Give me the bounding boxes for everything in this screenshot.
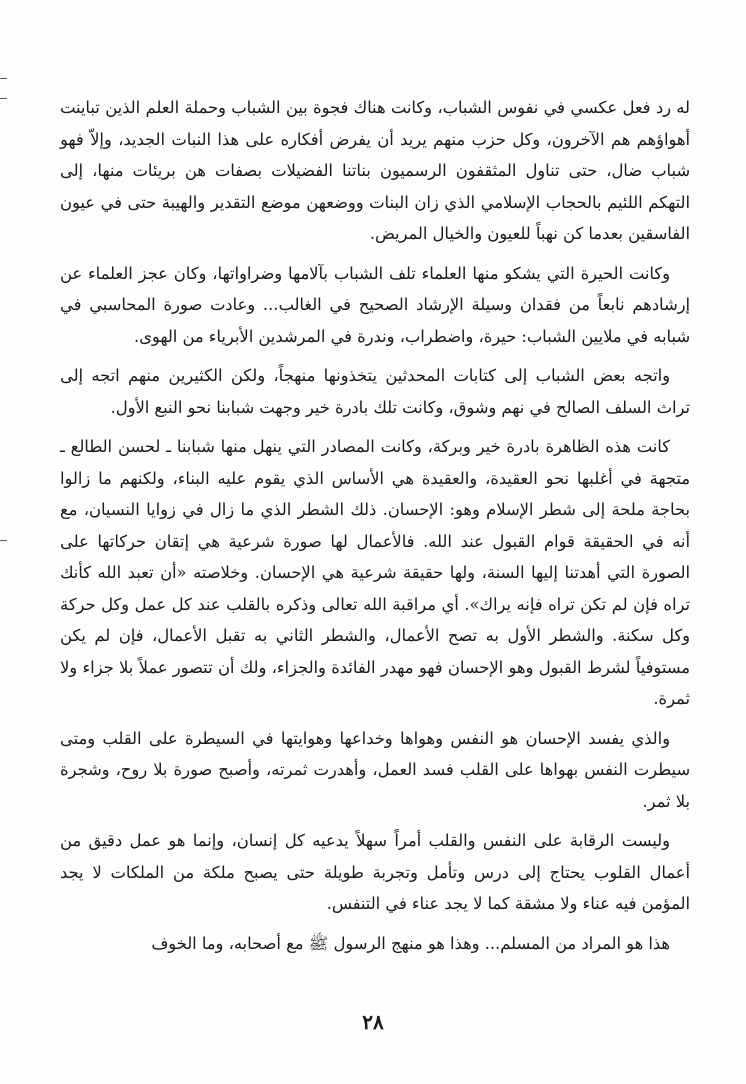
- paragraph: كانت هذه الظاهرة بادرة خير وبركة، وكانت المصادر التي ينهل منها شبابنا ـ لحسن الطالع ـ متجهة في أغلبها نحو العقيدة، والعقيدة هي الأساس الذي يقوم عليه البناء، ولكنهم ما زالوا بحاجة ملحة إلى شطر الإسلام وهو: الإحسان. ذلك الشطر الذي ما زال في زوايا النسيان، مع أنه في الحقيقة قوام القبول عند الله. فالأعمال لها صورة شرعية هي إتقان حركاتها على الصورة التي أهدتنا إليها السنة، ولها حقيقة شرعية هي الإحسان. وخلاصته «أن تعبد الله كأنك تراه فإن لم تكن تراه فإنه يراك». أي مراقبة الله تعالى وذكره بالقلب عند كل عمل وكل حركة وكل سكنة. والشطر الأول به تصح الأعمال، والشطر الثاني به تقبل الأعمال، فإن لم يكن مستوفياً لشرط القبول وهو الإحسان فهو مهدر الفائدة والجزاء، ولك أن تتصور عملاً بلا جزاء ولا ثمرة.: [60, 437, 690, 708]
- paragraph: له رد فعل عكسي في نفوس الشباب، وكانت هناك فجوة بين الشباب وحملة العلم الذين تباينت أهواؤهم هم الآخرون، وكل حزب منهم يريد أن يفرض أفكاره على هذا النبات الجديد، وإلاّ فهو شباب ضال، حتى تناول المثقفون الرسميون بناتنا الفضيلات بصفات هن بريئات منها، إلى التهكم اللئيم بالحجاب الإسلامي الذي زان البنات ووضعهن موضع التقدير والهيبة حتى في عيون الفاسقين بعدما كن نهباً للعيون والخيال المريض.: [60, 98, 690, 243]
- paragraph: وليست الرقابة على النفس والقلب أمراً سهلاً يدعيه كل إنسان، وإنما هو عمل دقيق من أعمال القلوب يحتاج إلى درس وتأمل وتجربة طويلة حتى يصبح ملكة من الملكات لا يجد المؤمن فيه عناء ولا مشقة كما لا يجد عناء في التنفس.: [60, 831, 690, 913]
- paragraph: والذي يفسد الإحسان هو النفس وهواها وخداعها وهوايتها في السيطرة على القلب ومتى سيطرت النفس بهواها على القلب فسد العمل، وأهدرت ثمرته، وأصبح صورة بلا روح، وشجرة بلا ثمر.: [60, 728, 690, 811]
- paragraph: وكانت الحيرة التي يشكو منها العلماء تلف الشباب بآلامها وضراواتها، وكان عجز العلماء عن إرشادهم نابعاً من فقدان وسيلة الإرشاد الصحيح في الغالب... وعادت صورة المحاسبي في شبابه في ملايين الشباب: حيرة، واضطراب، وندرة في المرشدين الأبرياء من الهوى.: [60, 263, 690, 346]
- paragraph: هذا هو المراد من المسلم... وهذا هو منهج الرسول ﷺ مع أصحابه، وما الخوف: [151, 933, 670, 953]
- scan-edge-mark: [0, 78, 7, 79]
- scan-edge-mark: [0, 540, 7, 541]
- scan-edge-mark: [0, 98, 7, 99]
- body-text: [60, 92, 690, 967]
- paragraph: واتجه بعض الشباب إلى كتابات المحدثين يتخذونها منهجاً، ولكن الكثيرين منهم اتجه إلى تراث السلف الصالح في نهم وشوق، وكانت تلك بادرة خير وجهت شبابنا نحو النبع الأول.: [60, 366, 690, 417]
- page-number: ٢٨: [362, 1010, 384, 1034]
